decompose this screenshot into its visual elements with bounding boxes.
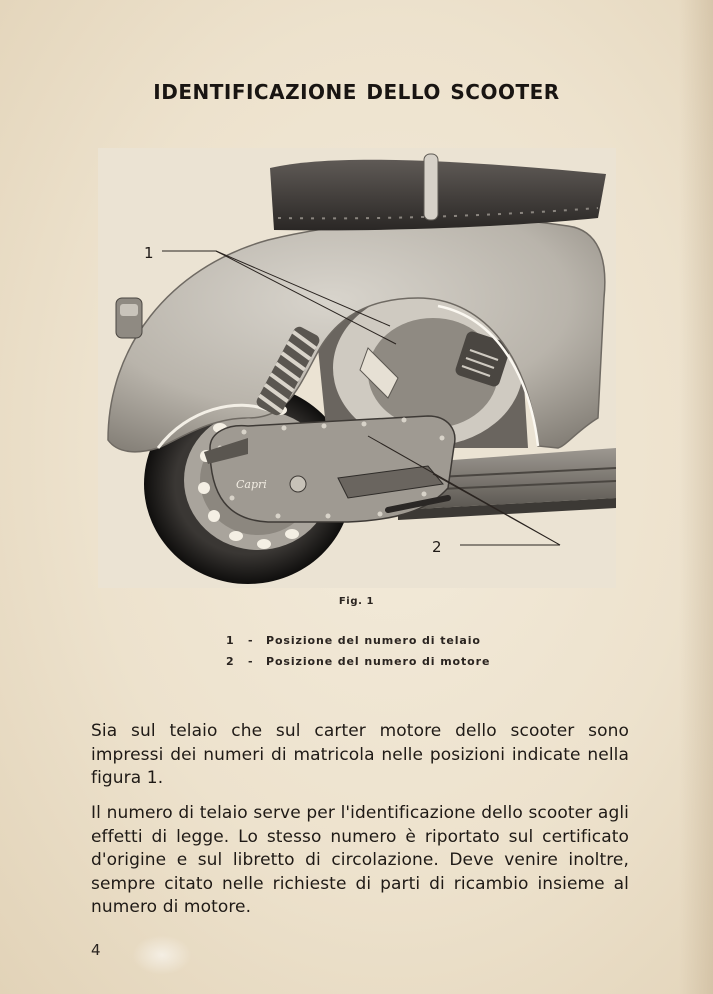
figure-caption: Fig. 1 (338, 596, 375, 607)
legend-item (226, 655, 490, 676)
legend-separator: - (248, 634, 254, 647)
seat-grab-handle (424, 154, 438, 220)
callout-label-1: 1 (144, 244, 154, 262)
scooter-photo (98, 148, 616, 588)
legend-separator: - (248, 655, 254, 668)
legend-number: 2 (226, 655, 235, 668)
page-edge-shadow (679, 0, 713, 994)
body-paragraph-1: Sia sul telaio che sul carter motore dello scooter sono impressi dei numeri di matricola nelle posizioni indicate nella figura 1. (91, 721, 629, 788)
page-title: IDENTIFICAZIONE DELLO SCOOTER (153, 80, 560, 104)
scooter-illustration (98, 148, 616, 588)
body-paragraph-2: Il numero di telaio serve per l'identificazione dello scooter agli effetti di legge. Lo stesso numero è riportato sul certificato d'origine e sul libretto di circolazione. Deve venire inoltre, sempre citato nelle richieste di parti di ricambio insieme al numero di motore. (91, 803, 629, 917)
page-number: 4 (91, 941, 101, 959)
callout-label-2: 2 (432, 538, 442, 556)
legend-number: 1 (226, 634, 235, 647)
legend-text: Posizione del numero di telaio (266, 634, 481, 647)
legend-item (226, 634, 490, 655)
legend-text: Posizione del numero di motore (266, 655, 491, 668)
brand-badge: Capri (236, 478, 267, 491)
paper-stain (132, 935, 192, 975)
figure-legend (226, 634, 490, 676)
